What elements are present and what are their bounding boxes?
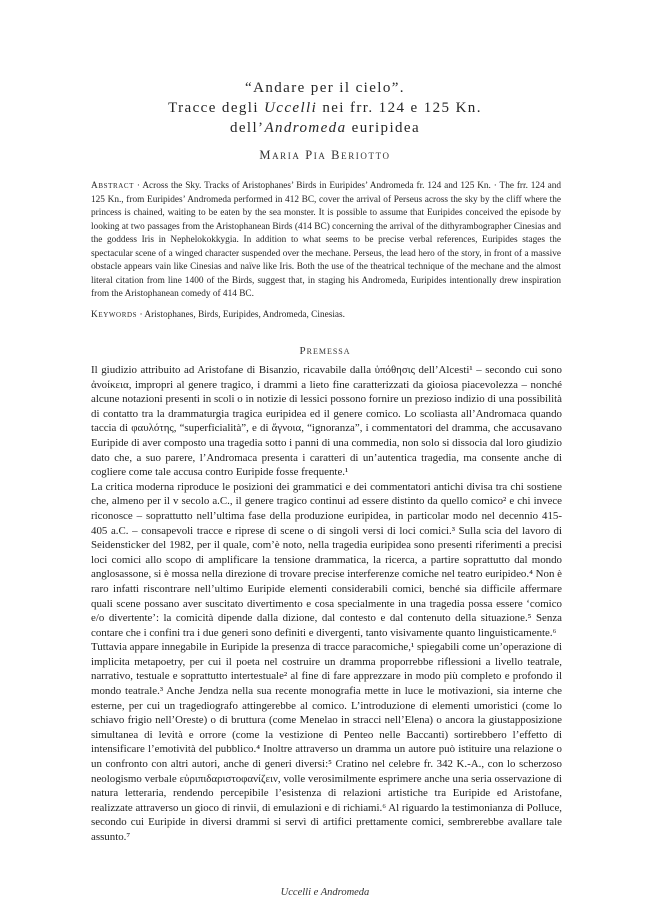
title-line-3: [0, 118, 650, 138]
abstract-text: · Across the Sky. Tracks of Aristophanes’ Birds in Euripides’ Andromeda fr. 124 and 125 Kn. · The frr. 124 and 125 Kn., from Euripides’ Andromeda performed in 412 BC, cover the arrival of Perseus across the sky by the cliff where the princess is chained, waiting to be eaten by the sea monster. It is possible to assume that Euripides conceived the episode by looking at two passages from the Aristophanean Birds (414 BC) concerning the arrival of the dithyrambographer Cinesias and the goddess Iris in Nephelokokkygia. In addition to what seems to be precise verbal references, Euripides stages the spectacular scene of a winged character suspended over the mechane. Perseus, the lead hero of the story, in front of a massive obstacle appears vain like Cinesias and naïve like Iris. Both the use of the theatrical technique of the mechane and the almost literal citation from line 1400 of the Birds, suggest that, in staging his Andromeda, Euripides intentionally drew inspiration from the Aristophanean comedy of 414 BC.: [91, 181, 561, 299]
title-line-2-post: nei frr. 124 e 125 Kn.: [317, 100, 482, 116]
body-paragraph: Tuttavia appare innegabile in Euripide la presenza di tracce paracomiche,¹ spiegabili come un’operazione di implicita metapoetry, per cui il poeta nel costruire un dramma proporrebbe riflessioni a livello teatrale, narrativo, testuale e soprattutto intertestuale² al fine di fare apprezzare in modo più completo e profondo il mondo teatrale.³ Anche Jendza nella sua recente monografia mette in luce le motivazioni, sia interne che esterne, per cui un tragediografo attingerebbe al comico. L’introduzione di elementi umoristici (come lo schiavo frigio nell’Oreste) o di bruttura (come Menelao in stracci nell’Elena) o ancora la giustapposizione simultanea di levità e orrore (come la vestizione di Penteo nelle Baccanti) sortirebbero l’effetto di intensificare l’emotività del pubblico.⁴ Inoltre attraverso un dramma un autore può istituire una relazione o un confronto con altri autori, anche di generi diversi:⁵ Cratino nel celebre fr. 342 K.-A., con lo scherzoso neologismo verbale εὐριπιδαριστοφανίζειν, volle verosimilmente esprimere anche una seria osservazione di natura letteraria, rendendo percepibile l’esistenza di relazioni artistiche tra Euripide ed Aristofane, realizzate attraverso un gioco di rinvii, di emulazioni e di richiami.⁶ Al riguardo la testimonianza di Polluce, secondo cui Euripide in diversi drammi si servì di artifici prettamente comici, sembrerebbe avallare tale assunto.⁷: [91, 641, 562, 843]
author-name: Maria Pia Beriotto: [259, 148, 391, 162]
keywords-text: · Aristophanes, Birds, Euripides, Andromeda, Cinesias.: [137, 310, 345, 320]
body-paragraph: Il giudizio attribuito ad Aristofane di Bisanzio, ricavabile dalla ὑπόθησις dell’Alcesti¹ – secondo cui sono ἀνοίκεια, impropri al genere tragico, i drammi a lieto fine caratterizzati da gioiosa piacevolezza – nonché alcune notazioni presenti in scoli o in notizie di lessici possono fornire un prezioso indizio di una possibilità di contatto tra la drammaturgia tragica euripidea ed il genere comico. Lo scoliasta all’Andromaca quando taccia di φαυλότης, “superficialità”, e di ἄγνοια, “ignoranza”, i commentatori del dramma, che accusavano Euripide di aver composto una tragedia sotto i panni di una commedia, non solo si dissocia dal loro giudizio dato che, a suo parere, l’Andromaca presenta i caratteri di un’autentica tragedia, ma consente anche di cogliere come tale accusa contro Euripide fosse frequente.¹: [91, 364, 562, 479]
abstract: [91, 180, 561, 302]
article-title: [0, 78, 650, 138]
title-line-3-italic: Andromeda: [264, 120, 347, 136]
abstract-label: Abstract: [91, 181, 135, 191]
keywords: [91, 309, 561, 322]
body-text: [91, 363, 562, 845]
title-line-2-pre: Tracce degli: [168, 100, 265, 116]
title-line-1-text: “Andare per il cielo”.: [245, 80, 405, 96]
title-line-2-italic: Uccelli: [264, 100, 318, 116]
title-line-1: [0, 78, 650, 98]
subsection-heading: Uccelli e Andromeda: [280, 887, 370, 898]
body-paragraph: La critica moderna riproduce le posizioni dei grammatici e dei commentatori antichi divisa tra chi sostiene che, almeno per il v secolo a.C., il genere tragico continui ad essere distinto da quello comico² e chi invece riconosce – soprattutto nell’ultima fase della produzione euripidea, in particolar modo nel decennio 415-405 a.C. – consapevoli tracce e riprese di scene o di singoli versi di loci comici.³ Sulla scia del lavoro di Seidensticker del 1982, per il quale, com’è noto, nella tragedia euripidea sono presenti riferimenti a precisi loci comici allo scopo di amplificare la tensione drammatica, la ricerca, a partire soprattutto dal mondo anglosassone, si è mossa nella direzione di trovare precise interferenze comiche nel teatro euripideo.⁴ Non è raro infatti riscontrare nell’ultimo Euripide elementi considerabili comici, benché sia difficile affermare quali scene possano aver suscitato divertimento e cosa specialmente in una tragedia possa essere ‘comico e/o divertente’: la comicità dipende dalla dizione, dal contesto e dal contenuto della situazione.⁵ Senza contare che i confini tra i due generi sono definiti e divergenti, tanto visivamente quanto linguisticamente.⁶: [91, 480, 562, 639]
title-line-2: [0, 98, 650, 118]
keywords-label: Keywords: [91, 310, 138, 320]
title-line-3-pre: dell’: [229, 120, 265, 136]
section-heading: Premessa: [299, 345, 351, 357]
title-line-3-post: euripidea: [346, 120, 421, 136]
